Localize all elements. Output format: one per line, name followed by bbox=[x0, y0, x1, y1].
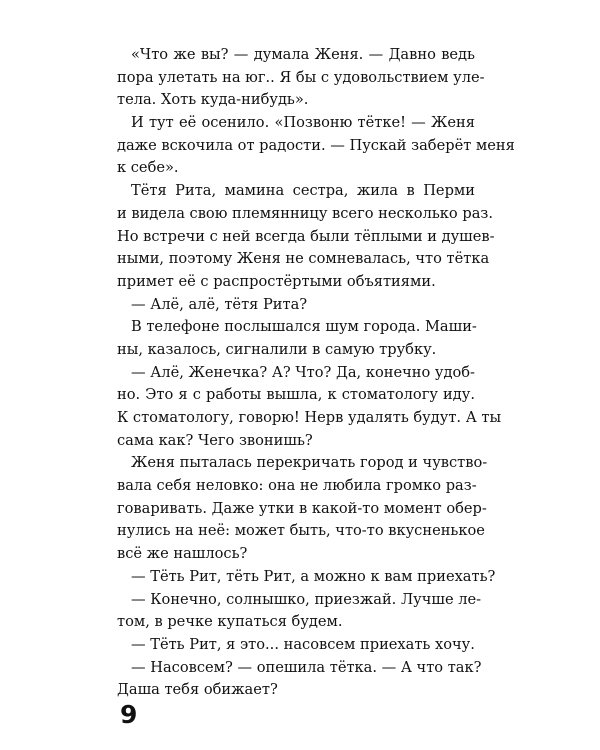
body-text bbox=[117, 44, 515, 702]
text-line: примет её с распростёртыми объятиями. bbox=[117, 272, 436, 290]
text-line: — Алё, алё, тётя Рита? bbox=[131, 295, 308, 313]
text-line: «Что же вы? — думала Женя. — Давно ведь bbox=[131, 46, 475, 63]
text-line: ными, поэтому Женя не сомневалась, что тётка bbox=[117, 250, 490, 268]
text-line: — Алё, Женечка? А? Что? Да, конечно удоб- bbox=[131, 363, 475, 381]
text-line: — Тёть Рит, тёть Рит, а можно к вам приехать? bbox=[131, 567, 496, 585]
text-line: Даша тебя обижает? bbox=[117, 681, 278, 699]
text-line: даже вскочила от радости. — Пускай заберёт меня bbox=[117, 136, 515, 154]
text-line: том, в речке купаться будем. bbox=[117, 613, 343, 631]
text-line: всё же нашлось? bbox=[117, 545, 248, 563]
text-line: сама как? Чего звонишь? bbox=[117, 431, 313, 449]
text-line: Тётя Рита, мамина сестра, жила в Перми bbox=[131, 182, 475, 200]
text-line: — Конечно, солнышко, приезжай. Лучше ле- bbox=[131, 590, 482, 608]
text-line: Но встречи с ней всегда были тёплыми и душев- bbox=[117, 227, 495, 245]
text-line: нулись на неё: может быть, что-то вкусненькое bbox=[117, 522, 485, 540]
text-line: — Тёть Рит, я это... насовсем приехать хочу. bbox=[131, 635, 475, 653]
text-line: И тут её осенило. «Позвоню тётке! — Женя bbox=[131, 114, 475, 132]
text-line: — Насовсем? — опешила тётка. — А что так? bbox=[131, 658, 482, 676]
text-line: К стоматологу, говорю! Нерв удалять будут. А ты bbox=[117, 409, 502, 426]
text-line: к себе». bbox=[117, 159, 179, 177]
text-line: ны, казалось, сигналили в самую трубку. bbox=[117, 340, 437, 358]
text-line: говаривать. Даже утки в какой-то момент обер- bbox=[117, 499, 487, 517]
text-line: В телефоне послышался шум города. Маши- bbox=[131, 318, 477, 336]
page-number: 9 bbox=[120, 700, 138, 729]
text-line: но. Это я с работы вышла, к стоматологу иду. bbox=[117, 386, 475, 404]
text-line: Женя пыталась перекричать город и чувство- bbox=[131, 454, 488, 472]
text-line: вала себя неловко: она не любила громко раз- bbox=[117, 477, 477, 495]
text-line: тела. Хоть куда-нибудь». bbox=[117, 91, 309, 109]
text-line: пора улетать на юг.. Я бы с удовольствием уле- bbox=[117, 68, 485, 86]
text-line: и видела свою племянницу всего несколько раз. bbox=[117, 204, 493, 222]
